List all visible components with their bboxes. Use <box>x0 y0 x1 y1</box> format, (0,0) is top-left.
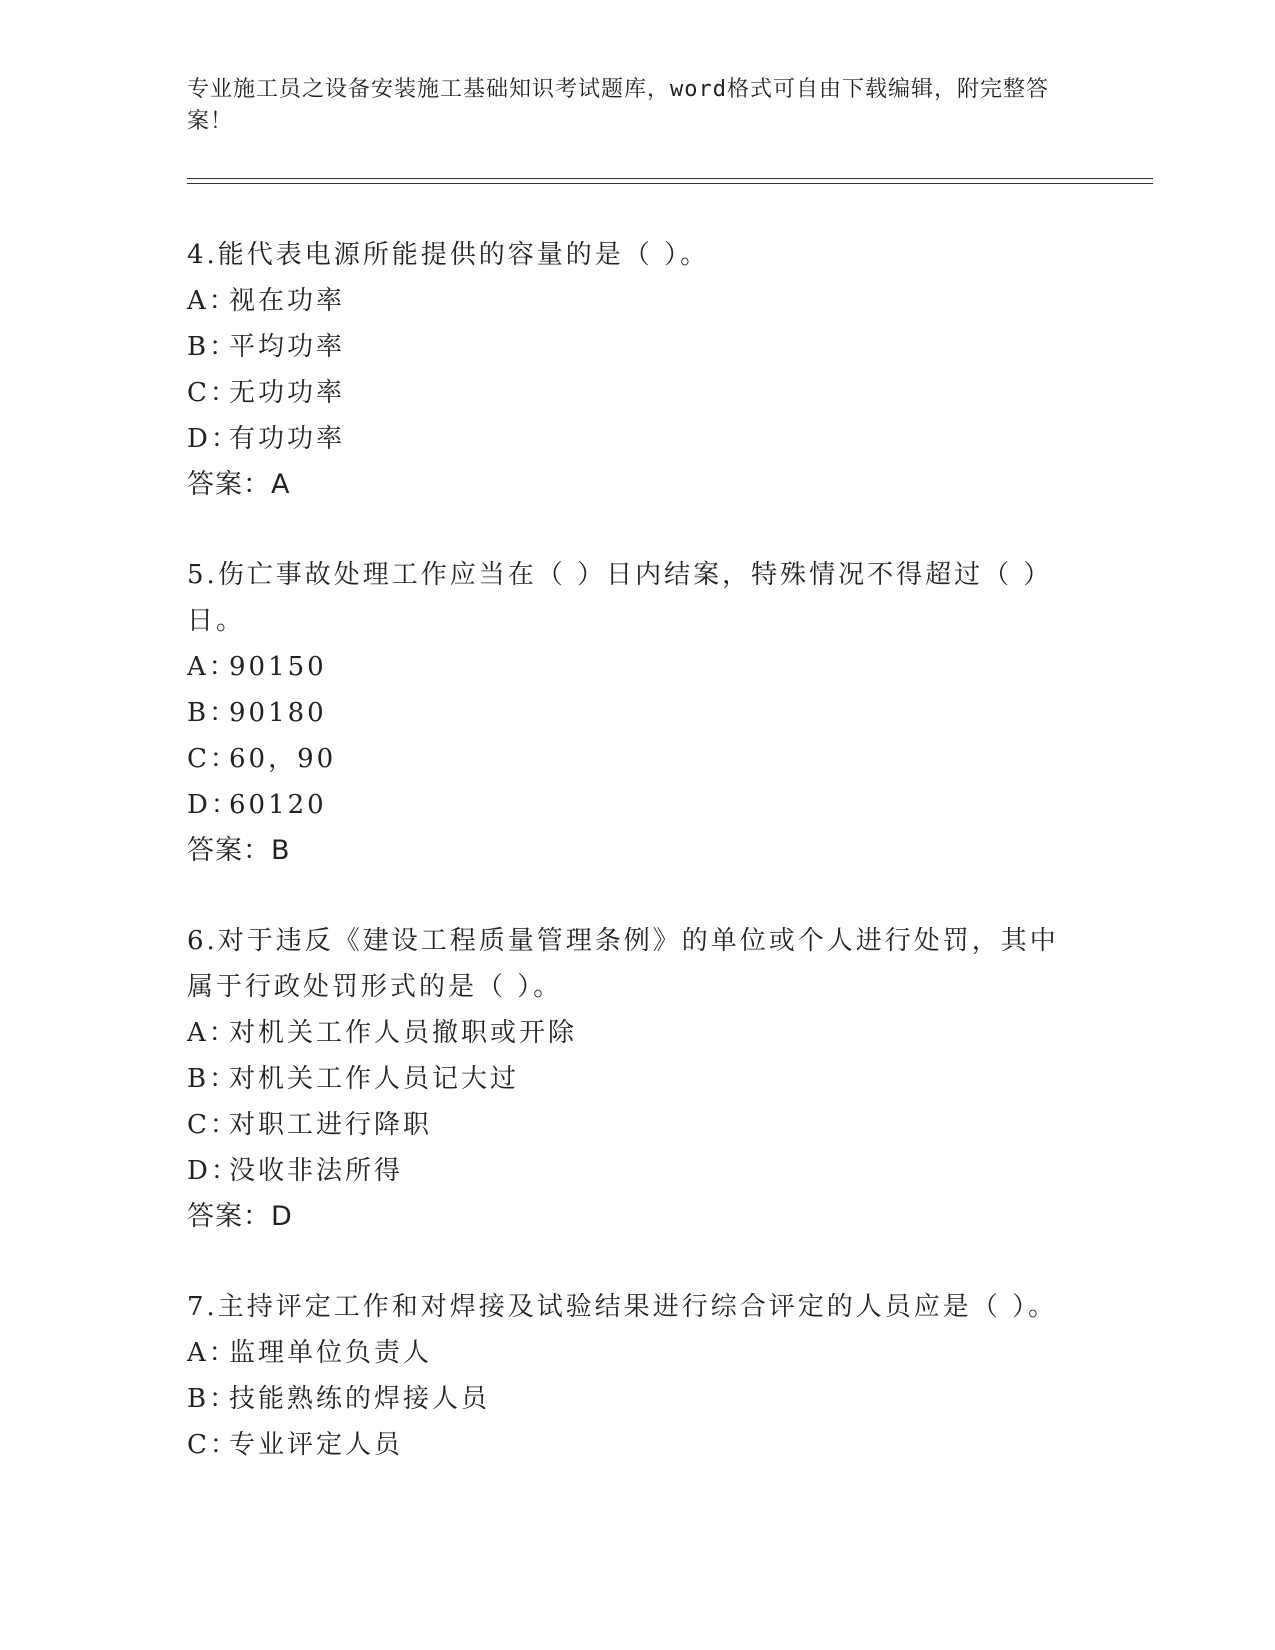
option-text: 对机关工作人员记大过 <box>229 1064 520 1094</box>
option-c <box>187 370 1087 416</box>
answer-line: 答案：A <box>187 469 291 500</box>
option-text: 无功功率 <box>229 378 346 408</box>
option-c <box>187 736 1087 782</box>
question-list <box>187 232 1087 1468</box>
option-text: 60，90 <box>229 744 337 774</box>
question-stem: 4.能代表电源所能提供的容量的是（ ）。 <box>187 240 710 270</box>
option-b <box>187 324 1087 370</box>
option-letter: A： <box>187 1338 238 1368</box>
option-letter: A： <box>187 1018 238 1048</box>
option-letter: B： <box>187 1064 239 1094</box>
option-b <box>187 1376 1087 1422</box>
option-text: 90180 <box>229 698 327 728</box>
option-a <box>187 644 1087 690</box>
question-5 <box>187 552 1087 874</box>
option-letter: A： <box>187 286 238 316</box>
option-letter: C： <box>187 1430 239 1460</box>
option-d <box>187 416 1087 462</box>
option-text: 没收非法所得 <box>229 1156 404 1186</box>
question-stem: 6.对于违反《建设工程质量管理条例》的单位或个人进行处罚，其中属于行政处罚形式的是（ ）。 <box>187 926 1059 1002</box>
answer-line: 答案：D <box>187 1201 293 1232</box>
option-letter: B： <box>187 1384 239 1414</box>
option-b <box>187 690 1087 736</box>
option-c <box>187 1422 1087 1468</box>
option-text: 监理单位负责人 <box>229 1338 433 1368</box>
answer-line: 答案：B <box>187 835 291 866</box>
option-letter: B： <box>187 698 239 728</box>
option-text: 对机关工作人员撤职或开除 <box>229 1018 578 1048</box>
option-d <box>187 1148 1087 1194</box>
option-d <box>187 782 1087 828</box>
option-text: 技能熟练的焊接人员 <box>229 1384 491 1414</box>
option-letter: D： <box>187 790 240 820</box>
option-text: 90150 <box>229 652 327 682</box>
option-b <box>187 1056 1087 1102</box>
option-letter: B： <box>187 332 239 362</box>
option-letter: D： <box>187 424 240 454</box>
option-letter: C： <box>187 1110 239 1140</box>
question-stem: 5.伤亡事故处理工作应当在（ ）日内结案，特殊情况不得超过（ ）日。 <box>187 560 1053 636</box>
document-header: 专业施工员之设备安装施工基础知识考试题库，word格式可自由下载编辑，附完整答案！ <box>187 77 1049 134</box>
question-6 <box>187 918 1087 1240</box>
question-7 <box>187 1284 1087 1468</box>
header-divider-bottom <box>187 183 1153 184</box>
option-a <box>187 278 1087 324</box>
option-letter: C： <box>187 744 239 774</box>
header-divider-top <box>187 178 1153 179</box>
option-text: 60120 <box>229 790 327 820</box>
option-a <box>187 1010 1087 1056</box>
option-letter: C： <box>187 378 239 408</box>
option-text: 平均功率 <box>229 332 346 362</box>
option-text: 专业评定人员 <box>229 1430 404 1460</box>
question-4 <box>187 232 1087 508</box>
option-a <box>187 1330 1087 1376</box>
option-c <box>187 1102 1087 1148</box>
question-stem: 7.主持评定工作和对焊接及试验结果进行综合评定的人员应是（ ）。 <box>187 1292 1058 1322</box>
option-text: 视在功率 <box>229 286 346 316</box>
option-text: 对职工进行降职 <box>229 1110 433 1140</box>
option-letter: D： <box>187 1156 240 1186</box>
option-text: 有功功率 <box>229 424 346 454</box>
option-letter: A： <box>187 652 238 682</box>
